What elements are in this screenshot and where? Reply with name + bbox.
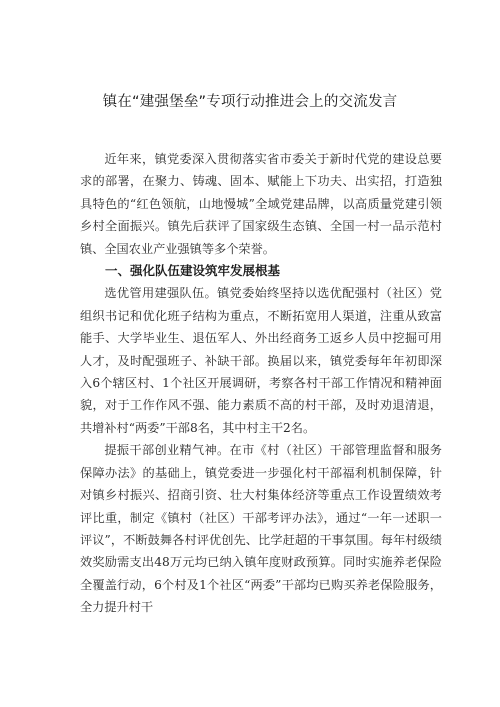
document-body (80, 148, 442, 619)
section-paragraph: 提振干部创业精气神。在市《村（社区）干部管理监督和服务保障办法》的基础上，镇党委进一步强化村干部福利机制保障，针对镇乡村振兴、招商引资、壮大村集体经济等重点工作设置绩效考评比重，制定《镇村（社区）干部考评办法》，通过“一年一述职一评议”，不断鼓舞各村评优创先、比学赶超的干事氛围。每年村级绩效奖励需支出48万元均已纳入镇年度财政预算。同时实施养老保险全覆盖行动，6个村及1个社区“两委”干部均已购买养老保险服务，全力提升村干 (80, 443, 442, 615)
intro-paragraph: 近年来，镇党委深入贯彻落实省市委关于新时代党的建设总要求的部署，在聚力、铸魂、固本、赋能上下功夫、出实招，打造独具特色的“红色领航，山地慢城”全域党建品牌，以高质量党建引领乡村全面振兴。镇先后获评了国家级生态镇、全国一村一品示范村镇、全国农业产业强镇等多个荣誉。 (80, 152, 442, 256)
section-heading: 一、强化队伍建设筑牢发展根基 (105, 263, 281, 279)
section-paragraph: 选优管用建强队伍。镇党委始终坚持以选优配强村（社区）党组织书记和优化班子结构为重点，不断拓宽用人渠道，注重从致富能手、大学毕业生、退伍军人、外出经商务工返乡人员中挖掘可用人才，及时配强班子、补缺干部。换届以来，镇党委每年年初即深入6个辖区村、1个社区开展调研，考察各村干部工作情况和精神面貌，对于工作作风不强、能力素质不高的村干部，及时劝退清退，共增补村“两委”干部8名，其中村主干2名。 (80, 286, 442, 435)
document-title: 镇在“建强堡垒”专项行动推进会上的交流发言 (102, 94, 398, 110)
